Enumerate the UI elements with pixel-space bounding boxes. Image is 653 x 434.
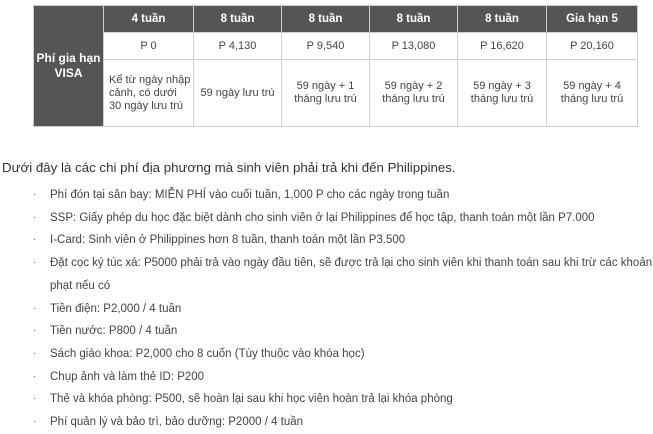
column-header: Gia hạn 5 <box>547 6 638 33</box>
cost-text: Sách giáo khoa: P2,000 cho 8 cuốn (Tùy thuộc vào khóa học) <box>50 347 365 360</box>
price-cell: P 20,160 <box>547 33 638 60</box>
duration-row <box>34 60 638 127</box>
price-cell: P 0 <box>104 33 194 60</box>
list-item <box>33 320 653 343</box>
bullet-icon: · <box>33 211 37 223</box>
cost-text: Phí quản lý và bảo trì, bảo dưỡng: P2000 / 4 tuần <box>50 416 304 429</box>
bullet-icon: · <box>33 393 37 405</box>
visa-fee-row-header: Phí gia hạn VISA <box>34 6 104 127</box>
bullet-icon: · <box>33 347 37 359</box>
duration-cell: 59 ngày + 4 tháng lưu trú <box>547 60 638 127</box>
column-header: 8 tuần <box>370 6 458 33</box>
cost-text: Phí đón tại sân bay: MIỄN PHÍ vào cuối tuần, 1,000 P cho các ngày trong tuần <box>50 189 450 201</box>
column-header: 4 tuần <box>104 6 194 33</box>
duration-cell: 59 ngày + 2 tháng lưu trú <box>370 60 458 127</box>
price-row <box>34 33 638 60</box>
bullet-icon: · <box>33 257 37 269</box>
price-cell: P 4,130 <box>194 33 282 60</box>
list-item <box>33 388 653 411</box>
list-item <box>33 252 653 297</box>
visa-fee-table <box>33 5 638 127</box>
column-header: 8 tuần <box>458 6 547 33</box>
duration-cell: 59 ngày + 1 tháng lưu trú <box>282 60 370 127</box>
bullet-icon: · <box>33 416 37 428</box>
local-costs-intro: Dưới đây là các chi phí địa phương mà sinh viên phải trả khi đến Philippines. <box>2 160 456 175</box>
price-cell: P 16,620 <box>458 33 547 60</box>
duration-cell: 59 ngày lưu trú <box>194 60 282 127</box>
bullet-icon: · <box>33 189 37 200</box>
list-item <box>33 184 653 207</box>
cost-text: SSP: Giấy phép du học đặc biệt dành cho sinh viên ở lại Philippines để học tập, thanh toán một lần P7.000 <box>50 211 595 224</box>
local-costs-list <box>33 184 653 434</box>
bullet-icon: · <box>33 325 37 337</box>
bullet-icon: · <box>33 302 37 314</box>
bullet-icon: · <box>33 234 37 246</box>
price-cell: P 9,540 <box>282 33 370 60</box>
cost-text: Đặt cọc ký túc xá: P5000 phải trả vào ngày đầu tiên, sẽ được trả lại cho sinh viên khi thanh toán sau khi trừ các khoản phạt nếu có <box>50 257 653 292</box>
duration-cell: Kể từ ngày nhập cảnh, có dưới 30 ngày lưu trú <box>104 60 194 127</box>
price-cell: P 13,080 <box>370 33 458 60</box>
cost-text: I-Card: Sinh viên ở Philippines hơn 8 tuần, thanh toán một lần P3.500 <box>50 234 406 247</box>
duration-cell: 59 ngày + 3 tháng lưu trú <box>458 60 547 127</box>
cost-text: Tiền điện: P2,000 / 4 tuần <box>50 302 182 315</box>
column-header: 8 tuần <box>194 6 282 33</box>
list-item <box>33 366 653 389</box>
list-item <box>33 343 653 366</box>
list-item <box>33 229 653 252</box>
bullet-icon: · <box>33 370 37 382</box>
cost-text: Thẻ và khóa phòng: P500, sẽ hoàn lại sau khi học viên hoàn trả lại khóa phòng <box>50 393 453 406</box>
cost-text: Tiền nước: P800 / 4 tuần <box>50 325 178 338</box>
list-item <box>33 207 653 230</box>
column-header: 8 tuần <box>282 6 370 33</box>
cost-text: Chụp ảnh và làm thẻ ID: P200 <box>50 370 205 383</box>
list-item <box>33 411 653 434</box>
list-item <box>33 298 653 321</box>
